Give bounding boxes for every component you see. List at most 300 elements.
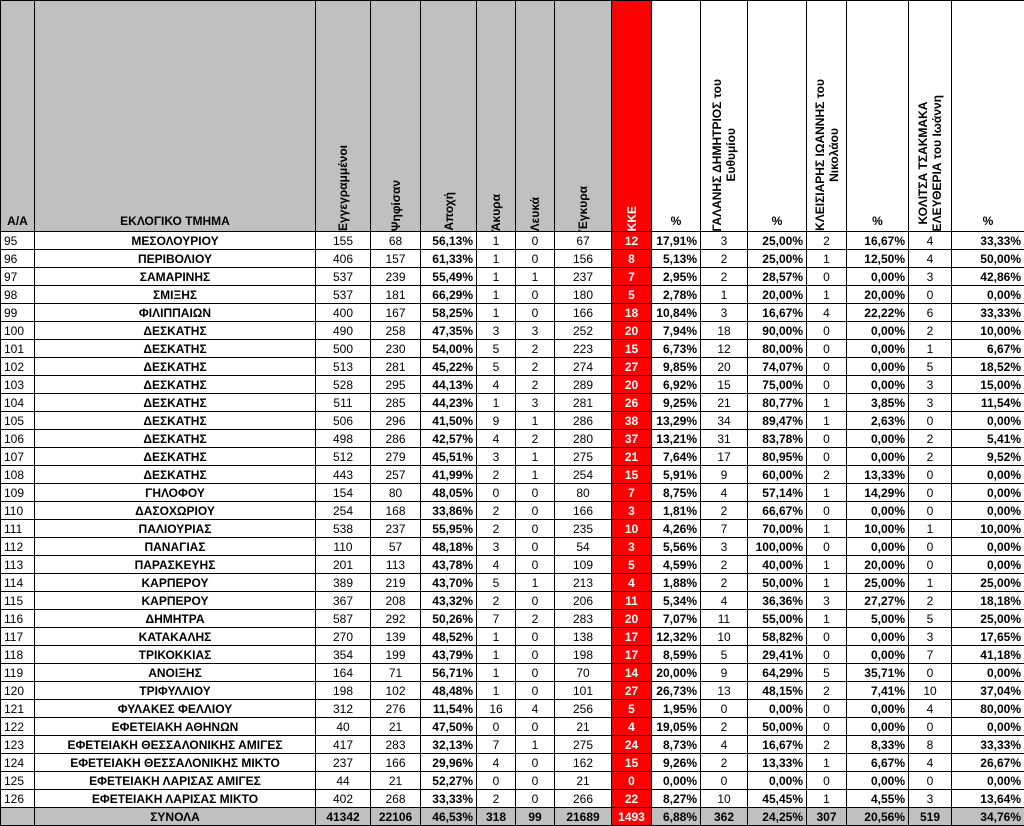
blank-cell: 0 <box>516 664 555 682</box>
kleisiaris-pct-cell: 13,33% <box>847 466 909 484</box>
galanis-votes-cell: 10 <box>701 628 748 646</box>
abstention-cell: 11,54% <box>421 700 477 718</box>
kke-pct-cell: 6,73% <box>652 340 701 358</box>
totals-row <box>1 808 1024 826</box>
galanis-votes-cell: 2 <box>701 502 748 520</box>
kleisiaris-votes-cell: 0 <box>807 502 847 520</box>
galanis-pct-cell: 100,00% <box>748 538 807 556</box>
table-row <box>1 664 1024 682</box>
kleisiaris-votes-cell: 1 <box>807 520 847 538</box>
kleisiaris-pct-cell: 0,00% <box>847 340 909 358</box>
galanis-pct-cell: 89,47% <box>748 412 807 430</box>
galanis-pct-cell: 16,67% <box>748 304 807 322</box>
table-row <box>1 412 1024 430</box>
galanis-votes-cell: 7 <box>701 520 748 538</box>
blank-cell: 0 <box>516 304 555 322</box>
galanis-votes-cell: 15 <box>701 376 748 394</box>
galanis-votes-cell: 3 <box>701 232 748 250</box>
section-name: ΠΑΛΙΟΥΡΙΑΣ <box>35 520 316 538</box>
header-voted: Ψηφίσαν <box>371 1 421 232</box>
kleisiaris-pct-cell: 20,56% <box>847 808 909 826</box>
invalid-cell: 4 <box>477 430 516 448</box>
invalid-cell: 1 <box>477 232 516 250</box>
kleisiaris-pct-cell: 0,00% <box>847 448 909 466</box>
kleisiaris-votes-cell: 0 <box>807 772 847 790</box>
kke-votes-cell: 20 <box>612 376 652 394</box>
registered-cell: 198 <box>316 682 371 700</box>
kolitsa-pct-cell: 13,64% <box>952 790 1024 808</box>
registered-cell: 41342 <box>316 808 371 826</box>
kleisiaris-votes-cell: 1 <box>807 484 847 502</box>
kolitsa-pct-cell: 25,00% <box>952 610 1024 628</box>
section-name: ΣΑΜΑΡΙΝΗΣ <box>35 268 316 286</box>
galanis-votes-cell: 17 <box>701 448 748 466</box>
galanis-pct-cell: 29,41% <box>748 646 807 664</box>
kke-votes-cell: 17 <box>612 646 652 664</box>
aa-cell: 116 <box>1 610 35 628</box>
table-row <box>1 358 1024 376</box>
table-row <box>1 718 1024 736</box>
table-row <box>1 502 1024 520</box>
aa-cell: 98 <box>1 286 35 304</box>
abstention-cell: 47,50% <box>421 718 477 736</box>
blank-cell: 0 <box>516 790 555 808</box>
section-name: ΔΕΣΚΑΤΗΣ <box>35 448 316 466</box>
blank-cell: 0 <box>516 250 555 268</box>
table-row <box>1 268 1024 286</box>
aa-cell: 109 <box>1 484 35 502</box>
kleisiaris-pct-cell: 3,85% <box>847 394 909 412</box>
section-name: ΔΕΣΚΑΤΗΣ <box>35 430 316 448</box>
kolitsa-pct-cell: 0,00% <box>952 538 1024 556</box>
abstention-cell: 45,51% <box>421 448 477 466</box>
aa-cell: 100 <box>1 322 35 340</box>
blank-cell: 1 <box>516 448 555 466</box>
kolitsa-pct-cell: 37,04% <box>952 682 1024 700</box>
galanis-votes-cell: 21 <box>701 394 748 412</box>
galanis-pct-cell: 74,07% <box>748 358 807 376</box>
table-row <box>1 754 1024 772</box>
kolitsa-votes-cell: 4 <box>909 754 952 772</box>
header-invalid: Άκυρα <box>477 1 516 232</box>
voted-cell: 199 <box>371 646 421 664</box>
kke-votes-cell: 5 <box>612 556 652 574</box>
blank-cell: 0 <box>516 484 555 502</box>
table-row <box>1 322 1024 340</box>
galanis-pct-cell: 50,00% <box>748 718 807 736</box>
invalid-cell: 1 <box>477 646 516 664</box>
kolitsa-pct-cell: 17,65% <box>952 628 1024 646</box>
voted-cell: 276 <box>371 700 421 718</box>
invalid-cell: 4 <box>477 556 516 574</box>
galanis-pct-cell: 25,00% <box>748 250 807 268</box>
aa-cell: 118 <box>1 646 35 664</box>
section-name: ΔΕΣΚΑΤΗΣ <box>35 376 316 394</box>
kleisiaris-votes-cell: 0 <box>807 448 847 466</box>
invalid-cell: 4 <box>477 376 516 394</box>
registered-cell: 513 <box>316 358 371 376</box>
kke-votes-cell: 3 <box>612 502 652 520</box>
kolitsa-pct-cell: 11,54% <box>952 394 1024 412</box>
registered-cell: 237 <box>316 754 371 772</box>
kleisiaris-votes-cell: 0 <box>807 358 847 376</box>
abstention-cell: 44,13% <box>421 376 477 394</box>
voted-cell: 22106 <box>371 808 421 826</box>
kleisiaris-pct-cell: 14,29% <box>847 484 909 502</box>
invalid-cell: 5 <box>477 340 516 358</box>
kolitsa-pct-cell: 9,52% <box>952 448 1024 466</box>
voted-cell: 296 <box>371 412 421 430</box>
blank-cell: 0 <box>516 286 555 304</box>
kleisiaris-pct-cell: 2,63% <box>847 412 909 430</box>
invalid-cell: 9 <box>477 412 516 430</box>
kleisiaris-votes-cell: 2 <box>807 466 847 484</box>
kleisiaris-pct-cell: 0,00% <box>847 628 909 646</box>
galanis-votes-cell: 18 <box>701 322 748 340</box>
kke-votes-cell: 4 <box>612 574 652 592</box>
section-name: ΦΙΛΙΠΠΑΙΩΝ <box>35 304 316 322</box>
valid-cell: 109 <box>555 556 612 574</box>
kolitsa-votes-cell: 1 <box>909 340 952 358</box>
kleisiaris-votes-cell: 1 <box>807 790 847 808</box>
voted-cell: 157 <box>371 250 421 268</box>
aa-cell: 103 <box>1 376 35 394</box>
section-name: ΔΕΣΚΑΤΗΣ <box>35 394 316 412</box>
voted-cell: 268 <box>371 790 421 808</box>
galanis-votes-cell: 10 <box>701 790 748 808</box>
abstention-cell: 33,86% <box>421 502 477 520</box>
abstention-cell: 55,95% <box>421 520 477 538</box>
kolitsa-pct-cell: 25,00% <box>952 574 1024 592</box>
abstention-cell: 43,32% <box>421 592 477 610</box>
kolitsa-votes-cell: 0 <box>909 484 952 502</box>
kleisiaris-votes-cell: 1 <box>807 412 847 430</box>
galanis-votes-cell: 9 <box>701 466 748 484</box>
kleisiaris-votes-cell: 4 <box>807 304 847 322</box>
galanis-votes-cell: 31 <box>701 430 748 448</box>
header-valid: Έγκυρα <box>555 1 612 232</box>
blank-cell: 0 <box>516 718 555 736</box>
kleisiaris-pct-cell: 35,71% <box>847 664 909 682</box>
valid-cell: 254 <box>555 466 612 484</box>
valid-cell: 166 <box>555 304 612 322</box>
table-row <box>1 646 1024 664</box>
section-name: ΕΦΕΤΕΙΑΚΗ ΘΕΣΣΑΛΟΝΙΚΗΣ ΜΙΚΤΟ <box>35 754 316 772</box>
kolitsa-pct-cell: 0,00% <box>952 412 1024 430</box>
abstention-cell: 48,48% <box>421 682 477 700</box>
registered-cell: 201 <box>316 556 371 574</box>
galanis-votes-cell: 20 <box>701 358 748 376</box>
galanis-votes-cell: 0 <box>701 772 748 790</box>
galanis-pct-cell: 75,00% <box>748 376 807 394</box>
kolitsa-pct-cell: 0,00% <box>952 772 1024 790</box>
kke-votes-cell: 15 <box>612 466 652 484</box>
blank-cell: 0 <box>516 628 555 646</box>
invalid-cell: 2 <box>477 502 516 520</box>
kolitsa-pct-cell: 0,00% <box>952 718 1024 736</box>
kolitsa-votes-cell: 0 <box>909 502 952 520</box>
blank-cell: 0 <box>516 682 555 700</box>
header-candidate-kolitsa: ΚΟΛΙΤΣΑ ΤΣΑΚΜΑΚΑ ΕΛΕΥΘΕΡΙΑ του Ιωάννη <box>909 1 952 232</box>
invalid-cell: 2 <box>477 790 516 808</box>
valid-cell: 252 <box>555 322 612 340</box>
blank-cell: 0 <box>516 772 555 790</box>
registered-cell: 110 <box>316 538 371 556</box>
abstention-cell: 61,33% <box>421 250 477 268</box>
abstention-cell: 48,52% <box>421 628 477 646</box>
voted-cell: 219 <box>371 574 421 592</box>
kke-pct-cell: 9,85% <box>652 358 701 376</box>
kolitsa-votes-cell: 3 <box>909 394 952 412</box>
invalid-cell: 1 <box>477 286 516 304</box>
invalid-cell: 7 <box>477 736 516 754</box>
abstention-cell: 44,23% <box>421 394 477 412</box>
kolitsa-pct-cell: 0,00% <box>952 466 1024 484</box>
galanis-pct-cell: 70,00% <box>748 520 807 538</box>
kke-pct-cell: 5,56% <box>652 538 701 556</box>
kke-votes-cell: 37 <box>612 430 652 448</box>
valid-cell: 274 <box>555 358 612 376</box>
header-kke: ΚΚΕ <box>612 1 652 232</box>
galanis-pct-cell: 0,00% <box>748 772 807 790</box>
kolitsa-pct-cell: 33,33% <box>952 736 1024 754</box>
kleisiaris-votes-cell: 1 <box>807 556 847 574</box>
invalid-cell: 1 <box>477 268 516 286</box>
kke-votes-cell: 8 <box>612 250 652 268</box>
kleisiaris-pct-cell: 7,41% <box>847 682 909 700</box>
table-row <box>1 286 1024 304</box>
galanis-pct-cell: 50,00% <box>748 574 807 592</box>
registered-cell: 270 <box>316 628 371 646</box>
galanis-pct-cell: 48,15% <box>748 682 807 700</box>
header-section: ΕΚΛΟΓΙΚΟ ΤΜΗΜΑ <box>35 1 316 232</box>
galanis-pct-cell: 45,45% <box>748 790 807 808</box>
blank-cell: 2 <box>516 430 555 448</box>
section-name: ΠΑΝΑΓΙΑΣ <box>35 538 316 556</box>
voted-cell: 295 <box>371 376 421 394</box>
galanis-pct-cell: 36,36% <box>748 592 807 610</box>
galanis-votes-cell: 2 <box>701 754 748 772</box>
kleisiaris-pct-cell: 16,67% <box>847 232 909 250</box>
kke-votes-cell: 7 <box>612 484 652 502</box>
invalid-cell: 0 <box>477 772 516 790</box>
blank-cell: 0 <box>516 556 555 574</box>
kke-pct-cell: 1,81% <box>652 502 701 520</box>
blank-cell: 0 <box>516 646 555 664</box>
kke-pct-cell: 0,00% <box>652 772 701 790</box>
header-pct-kke: % <box>652 1 701 232</box>
section-name: ΓΗΛΟΦΟΥ <box>35 484 316 502</box>
kleisiaris-votes-cell: 0 <box>807 376 847 394</box>
galanis-pct-cell: 16,67% <box>748 736 807 754</box>
table-row <box>1 538 1024 556</box>
valid-cell: 275 <box>555 448 612 466</box>
voted-cell: 57 <box>371 538 421 556</box>
kleisiaris-votes-cell: 1 <box>807 394 847 412</box>
aa-cell: 112 <box>1 538 35 556</box>
kke-pct-cell: 1,95% <box>652 700 701 718</box>
voted-cell: 71 <box>371 664 421 682</box>
header-registered: Εγγεγραμμένοι <box>316 1 371 232</box>
registered-cell: 537 <box>316 268 371 286</box>
aa-cell: 108 <box>1 466 35 484</box>
kleisiaris-pct-cell: 0,00% <box>847 700 909 718</box>
kleisiaris-votes-cell: 1 <box>807 610 847 628</box>
galanis-votes-cell: 4 <box>701 736 748 754</box>
kke-pct-cell: 5,91% <box>652 466 701 484</box>
kke-pct-cell: 17,91% <box>652 232 701 250</box>
kolitsa-pct-cell: 0,00% <box>952 556 1024 574</box>
kolitsa-votes-cell: 2 <box>909 430 952 448</box>
voted-cell: 237 <box>371 520 421 538</box>
kleisiaris-votes-cell: 0 <box>807 538 847 556</box>
header-pct-kleisiaris: % <box>847 1 909 232</box>
blank-cell: 1 <box>516 574 555 592</box>
kolitsa-votes-cell: 0 <box>909 664 952 682</box>
aa-cell: 95 <box>1 232 35 250</box>
aa-cell: 99 <box>1 304 35 322</box>
registered-cell: 389 <box>316 574 371 592</box>
invalid-cell: 3 <box>477 448 516 466</box>
kleisiaris-pct-cell: 25,00% <box>847 574 909 592</box>
registered-cell: 400 <box>316 304 371 322</box>
voted-cell: 21 <box>371 718 421 736</box>
registered-cell: 312 <box>316 700 371 718</box>
kke-pct-cell: 7,94% <box>652 322 701 340</box>
kolitsa-votes-cell: 0 <box>909 286 952 304</box>
table-row <box>1 430 1024 448</box>
valid-cell: 156 <box>555 250 612 268</box>
galanis-pct-cell: 80,77% <box>748 394 807 412</box>
table-row <box>1 340 1024 358</box>
kolitsa-votes-cell: 0 <box>909 556 952 574</box>
kleisiaris-pct-cell: 20,00% <box>847 556 909 574</box>
galanis-votes-cell: 2 <box>701 556 748 574</box>
kleisiaris-pct-cell: 0,00% <box>847 772 909 790</box>
abstention-cell: 50,26% <box>421 610 477 628</box>
aa-cell: 119 <box>1 664 35 682</box>
voted-cell: 21 <box>371 772 421 790</box>
registered-cell: 498 <box>316 430 371 448</box>
section-name: ΣΜΙΞΗΣ <box>35 286 316 304</box>
section-name: ΣΥΝΟΛΑ <box>35 808 316 826</box>
kolitsa-votes-cell: 4 <box>909 700 952 718</box>
kolitsa-votes-cell: 8 <box>909 736 952 754</box>
registered-cell: 490 <box>316 322 371 340</box>
kleisiaris-votes-cell: 2 <box>807 736 847 754</box>
blank-cell: 0 <box>516 502 555 520</box>
kke-pct-cell: 7,07% <box>652 610 701 628</box>
table-row <box>1 790 1024 808</box>
kleisiaris-pct-cell: 0,00% <box>847 430 909 448</box>
kolitsa-pct-cell: 0,00% <box>952 502 1024 520</box>
blank-cell: 99 <box>516 808 555 826</box>
table-row <box>1 700 1024 718</box>
kleisiaris-votes-cell: 0 <box>807 718 847 736</box>
invalid-cell: 0 <box>477 484 516 502</box>
kleisiaris-votes-cell: 1 <box>807 250 847 268</box>
table-row <box>1 682 1024 700</box>
kolitsa-votes-cell: 0 <box>909 412 952 430</box>
table-row <box>1 466 1024 484</box>
galanis-pct-cell: 80,00% <box>748 340 807 358</box>
aa-cell: 113 <box>1 556 35 574</box>
kke-votes-cell: 15 <box>612 340 652 358</box>
abstention-cell: 43,79% <box>421 646 477 664</box>
kolitsa-votes-cell: 4 <box>909 232 952 250</box>
kolitsa-votes-cell: 5 <box>909 610 952 628</box>
kleisiaris-votes-cell: 1 <box>807 574 847 592</box>
aa-cell: 117 <box>1 628 35 646</box>
kke-votes-cell: 20 <box>612 322 652 340</box>
kleisiaris-pct-cell: 0,00% <box>847 268 909 286</box>
abstention-cell: 45,22% <box>421 358 477 376</box>
registered-cell: 538 <box>316 520 371 538</box>
galanis-pct-cell: 60,00% <box>748 466 807 484</box>
kke-votes-cell: 12 <box>612 232 652 250</box>
voted-cell: 286 <box>371 430 421 448</box>
kleisiaris-pct-cell: 20,00% <box>847 286 909 304</box>
galanis-pct-cell: 57,14% <box>748 484 807 502</box>
kleisiaris-votes-cell: 1 <box>807 754 847 772</box>
abstention-cell: 41,50% <box>421 412 477 430</box>
blank-cell: 0 <box>516 538 555 556</box>
blank-cell: 2 <box>516 610 555 628</box>
invalid-cell: 2 <box>477 592 516 610</box>
kke-votes-cell: 22 <box>612 790 652 808</box>
abstention-cell: 55,49% <box>421 268 477 286</box>
aa-cell: 104 <box>1 394 35 412</box>
section-name: ΕΦΕΤΕΙΑΚΗ ΛΑΡΙΣΑΣ ΑΜΙΓΕΣ <box>35 772 316 790</box>
galanis-votes-cell: 2 <box>701 268 748 286</box>
header-pct-kolitsa: % <box>952 1 1024 232</box>
kke-votes-cell: 15 <box>612 754 652 772</box>
registered-cell: 506 <box>316 412 371 430</box>
abstention-cell: 41,99% <box>421 466 477 484</box>
valid-cell: 180 <box>555 286 612 304</box>
kolitsa-votes-cell: 1 <box>909 574 952 592</box>
kke-pct-cell: 7,64% <box>652 448 701 466</box>
abstention-cell: 46,53% <box>421 808 477 826</box>
galanis-votes-cell: 4 <box>701 484 748 502</box>
kke-pct-cell: 5,34% <box>652 592 701 610</box>
blank-cell: 3 <box>516 322 555 340</box>
kolitsa-pct-cell: 15,00% <box>952 376 1024 394</box>
valid-cell: 101 <box>555 682 612 700</box>
registered-cell: 164 <box>316 664 371 682</box>
voted-cell: 166 <box>371 754 421 772</box>
galanis-votes-cell: 2 <box>701 574 748 592</box>
kolitsa-pct-cell: 5,41% <box>952 430 1024 448</box>
aa-cell: 105 <box>1 412 35 430</box>
section-name: ΚΑΤΑΚΑΛΗΣ <box>35 628 316 646</box>
galanis-pct-cell: 20,00% <box>748 286 807 304</box>
table-row <box>1 628 1024 646</box>
section-name: ΜΕΣΟΛΟΥΡΙΟΥ <box>35 232 316 250</box>
kke-pct-cell: 2,95% <box>652 268 701 286</box>
abstention-cell: 52,27% <box>421 772 477 790</box>
voted-cell: 68 <box>371 232 421 250</box>
blank-cell: 1 <box>516 412 555 430</box>
table-row <box>1 376 1024 394</box>
kke-votes-cell: 4 <box>612 718 652 736</box>
kke-votes-cell: 3 <box>612 538 652 556</box>
invalid-cell: 2 <box>477 520 516 538</box>
abstention-cell: 58,25% <box>421 304 477 322</box>
kolitsa-votes-cell: 1 <box>909 520 952 538</box>
kleisiaris-votes-cell: 3 <box>807 592 847 610</box>
kleisiaris-pct-cell: 6,67% <box>847 754 909 772</box>
